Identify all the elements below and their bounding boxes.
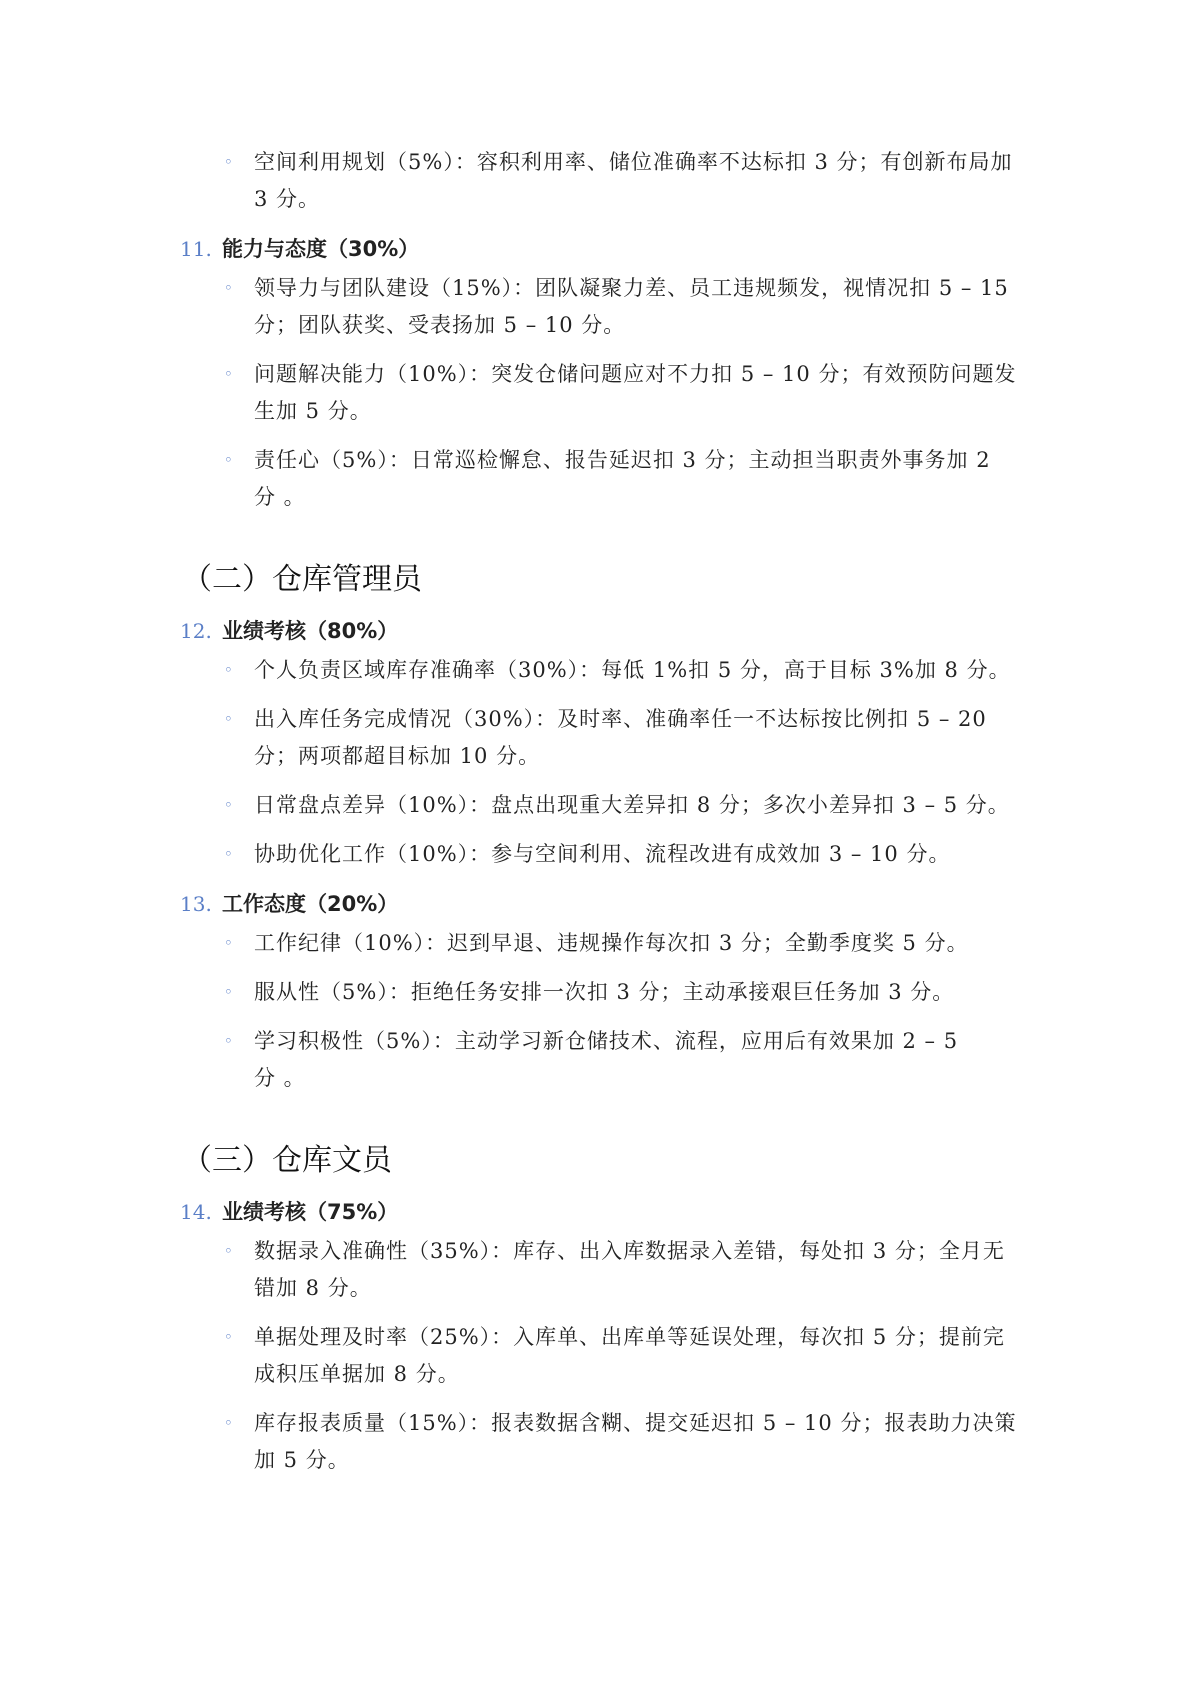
bullet-circle-icon: ◦ — [224, 153, 234, 171]
bullet-circle-icon: ◦ — [224, 661, 234, 679]
item-text-line: 分 。 — [254, 1066, 306, 1090]
bullet-list-item — [180, 974, 1030, 1011]
bullet-list-item — [180, 1023, 1030, 1097]
bullet-circle-icon: ◦ — [224, 279, 234, 297]
item-text-line: 出入库任务完成情况（30%）：及时率、准确率任一不达标按比例扣 5 – 20 — [254, 707, 987, 731]
bullet-circle-icon: ◦ — [224, 365, 234, 383]
bullet-list-item — [180, 442, 1030, 516]
item-text-line: 成积压单据加 8 分。 — [254, 1362, 460, 1386]
item-text-line: 单据处理及时率（25%）：入库单、出库单等延误处理，每次扣 5 分；提前完 — [254, 1325, 1005, 1349]
numbered-heading-title: 能力与态度（30%） — [222, 237, 420, 261]
list-number: 14. — [180, 1200, 212, 1224]
bullet-circle-icon: ◦ — [224, 1414, 234, 1432]
bullet-list-item — [180, 787, 1030, 824]
bullet-circle-icon: ◦ — [224, 710, 234, 728]
list-number: 12. — [180, 619, 212, 643]
bullet-circle-icon: ◦ — [224, 1328, 234, 1346]
item-text-line: 分；团队获奖、受表扬加 5 – 10 分。 — [254, 313, 626, 337]
bullet-list-item — [180, 925, 1030, 962]
item-text-line: 3 分。 — [254, 187, 321, 211]
list-number: 13. — [180, 892, 212, 916]
bullet-list-item — [180, 1319, 1030, 1393]
numbered-heading-title: 业绩考核（75%） — [222, 1200, 399, 1224]
bullet-list-item — [180, 1405, 1030, 1479]
bullet-circle-icon: ◦ — [224, 934, 234, 952]
item-text-line: 库存报表质量（15%）：报表数据含糊、提交延迟扣 5 – 10 分；报表助力决策 — [254, 1411, 1017, 1435]
numbered-heading — [180, 616, 1030, 646]
bullet-circle-icon: ◦ — [224, 451, 234, 469]
item-text-line: 错加 8 分。 — [254, 1276, 372, 1300]
bullet-list-item — [180, 144, 1030, 218]
numbered-heading-title: 工作态度（20%） — [222, 892, 399, 916]
item-text-line: 分；两项都超目标加 10 分。 — [254, 744, 541, 768]
item-text-line: 协助优化工作（10%）：参与空间利用、流程改进有成效加 3 – 10 分。 — [254, 842, 951, 866]
bullet-list-item — [180, 356, 1030, 430]
bullet-list-item — [180, 836, 1030, 873]
numbered-heading-title: 业绩考核（80%） — [222, 619, 399, 643]
item-text-line: 工作纪律（10%）：迟到早退、违规操作每次扣 3 分；全勤季度奖 5 分。 — [254, 931, 969, 955]
item-text-line: 加 5 分。 — [254, 1448, 350, 1472]
item-text-line: 责任心（5%）：日常巡检懈怠、报告延迟扣 3 分；主动担当职责外事务加 2 — [254, 448, 991, 472]
item-text-line: 空间利用规划（5%）：容积利用率、储位准确率不达标扣 3 分；有创新布局加 — [254, 150, 1013, 174]
document-content — [180, 144, 1030, 1479]
bullet-list-item — [180, 1233, 1030, 1307]
bullet-list-item — [180, 270, 1030, 344]
bullet-circle-icon: ◦ — [224, 983, 234, 1001]
bullet-circle-icon: ◦ — [224, 1242, 234, 1260]
item-text-line: 日常盘点差异（10%）：盘点出现重大差异扣 8 分；多次小差异扣 3 – 5 分。 — [254, 793, 1010, 817]
list-number: 11. — [180, 237, 212, 261]
numbered-heading — [180, 234, 1030, 264]
section-heading: （二）仓库管理员 — [182, 562, 422, 597]
bullet-circle-icon: ◦ — [224, 1032, 234, 1050]
bullet-circle-icon: ◦ — [224, 845, 234, 863]
item-text-line: 数据录入准确性（35%）：库存、出入库数据录入差错，每处扣 3 分；全月无 — [254, 1239, 1005, 1263]
item-text-line: 学习积极性（5%）：主动学习新仓储技术、流程，应用后有效果加 2 – 5 — [254, 1029, 959, 1053]
item-text-line: 生加 5 分。 — [254, 399, 372, 423]
item-text-line: 个人负责区域库存准确率（30%）：每低 1%扣 5 分，高于目标 3%加 8 分。 — [254, 658, 1011, 682]
bullet-circle-icon: ◦ — [224, 796, 234, 814]
bullet-list-item — [180, 652, 1030, 689]
section-heading: （三）仓库文员 — [182, 1143, 392, 1178]
item-text-line: 服从性（5%）：拒绝任务安排一次扣 3 分；主动承接艰巨任务加 3 分。 — [254, 980, 955, 1004]
numbered-heading — [180, 889, 1030, 919]
item-text-line: 问题解决能力（10%）：突发仓储问题应对不力扣 5 – 10 分；有效预防问题发 — [254, 362, 1017, 386]
bullet-list-item — [180, 701, 1030, 775]
item-text-line: 领导力与团队建设（15%）：团队凝聚力差、员工违规频发，视情况扣 5 – 15 — [254, 276, 1009, 300]
numbered-heading — [180, 1197, 1030, 1227]
item-text-line: 分 。 — [254, 485, 306, 509]
